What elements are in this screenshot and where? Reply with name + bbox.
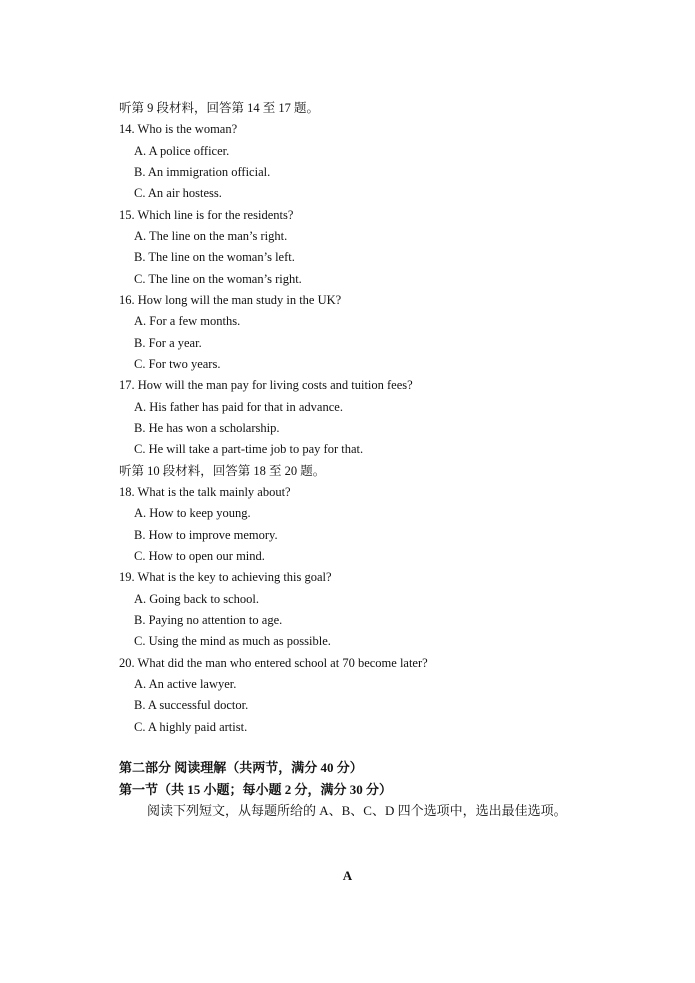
listening-intro-9: 听第 9 段材料，回答第 14 至 17 题。 [119, 101, 320, 115]
option: A. The line on the man’s right. [134, 229, 288, 243]
option: C. He will take a part-time job to pay for that. [134, 442, 364, 456]
option: C. A highly paid artist. [134, 720, 248, 734]
option: A. Going back to school. [134, 592, 259, 606]
question-19: 19. What is the key to achieving this goal? [119, 570, 332, 584]
listening-intro-10: 听第 10 段材料，回答第 18 至 20 题。 [119, 464, 326, 478]
question-20: 20. What did the man who entered school at 70 become later? [119, 656, 428, 670]
question-17: 17. How will the man pay for living costs and tuition fees? [119, 378, 413, 392]
option: B. How to improve memory. [134, 528, 278, 542]
option: A. A police officer. [134, 144, 230, 158]
option: B. The line on the woman’s left. [134, 250, 295, 264]
option: C. An air hostess. [134, 186, 222, 200]
question-16: 16. How long will the man study in the UK? [119, 293, 342, 307]
option: B. He has won a scholarship. [134, 421, 280, 435]
option: A. How to keep young. [134, 506, 251, 520]
option: B. Paying no attention to age. [134, 613, 283, 627]
question-14: 14. Who is the woman? [119, 122, 238, 136]
section-one-heading: 第一节（共 15 小题；每小题 2 分，满分 30 分） [119, 782, 393, 797]
reading-instruction: 阅读下列短文，从每题所给的 A、B、C、D 四个选项中，选出最佳选项。 [147, 803, 567, 818]
option: C. How to open our mind. [134, 549, 265, 563]
option: B. For a year. [134, 336, 202, 350]
option: C. Using the mind as much as possible. [134, 634, 331, 648]
option: C. The line on the woman’s right. [134, 272, 302, 286]
option: A. For a few months. [134, 314, 241, 328]
passage-label: A [342, 868, 353, 883]
option: A. An active lawyer. [134, 677, 237, 691]
option: B. A successful doctor. [134, 698, 249, 712]
question-18: 18. What is the talk mainly about? [119, 485, 291, 499]
option: B. An immigration official. [134, 165, 271, 179]
part-two-heading: 第二部分 阅读理解（共两节，满分 40 分） [119, 760, 363, 775]
option: A. His father has paid for that in advance. [134, 400, 343, 414]
question-15: 15. Which line is for the residents? [119, 208, 294, 222]
option: C. For two years. [134, 357, 221, 371]
